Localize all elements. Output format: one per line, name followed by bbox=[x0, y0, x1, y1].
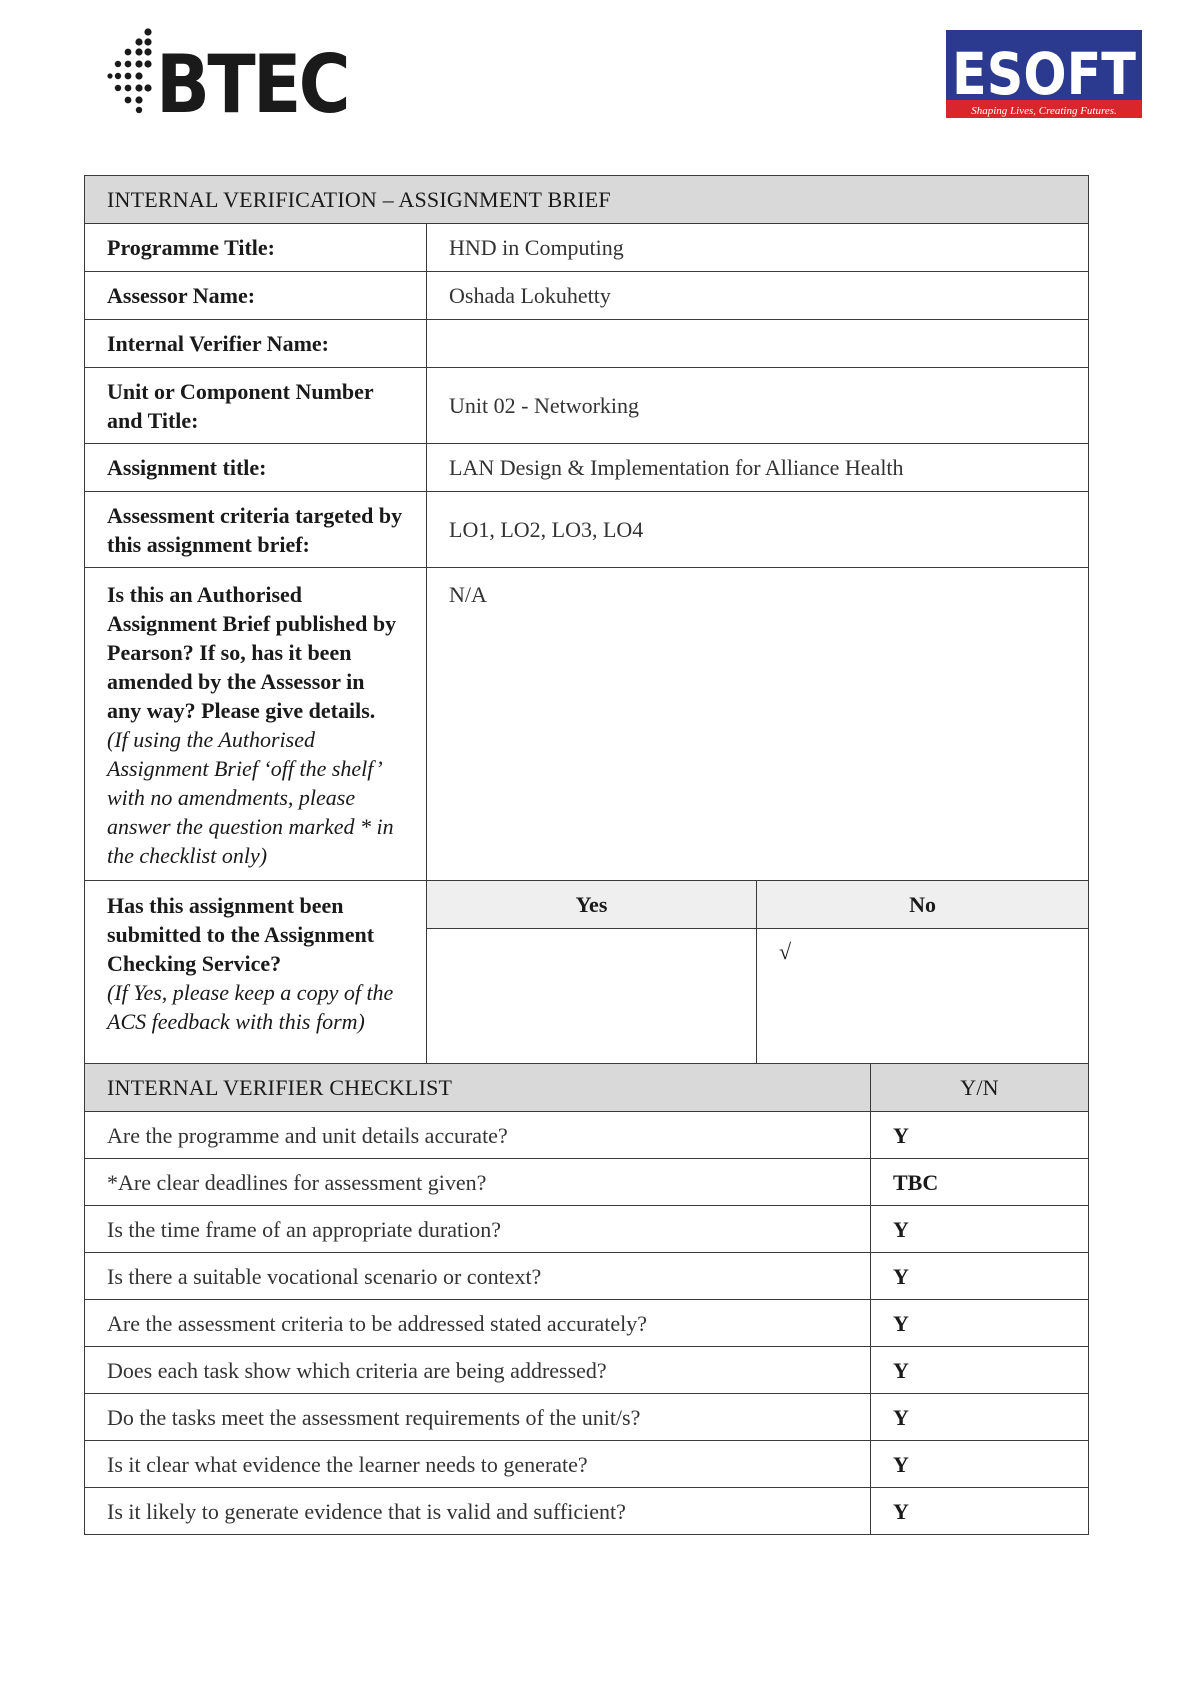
checklist-answer: Y bbox=[871, 1347, 1089, 1394]
authorised-brief-question bbox=[85, 568, 427, 881]
esoft-logo bbox=[946, 30, 1142, 118]
checklist-row bbox=[85, 1300, 1089, 1347]
authorised-brief-value: N/A bbox=[427, 568, 1089, 881]
checklist-row bbox=[85, 1394, 1089, 1441]
assessor-name-value: Oshada Lokuhetty bbox=[427, 272, 1089, 320]
programme-title-value: HND in Computing bbox=[427, 224, 1089, 272]
acs-label: Has this assignment been submitted to the Assignment Checking Service? bbox=[107, 893, 375, 976]
acs-yes-header: Yes bbox=[427, 881, 757, 929]
acs-note: (If Yes, please keep a copy of the ACS feedback with this form) bbox=[107, 980, 394, 1034]
verification-table bbox=[84, 175, 1089, 1535]
programme-title-label: Programme Title: bbox=[85, 224, 427, 272]
assessment-criteria-label: Assessment criteria targeted by this assignment brief: bbox=[85, 492, 427, 568]
checklist-question: *Are clear deadlines for assessment given? bbox=[85, 1159, 871, 1206]
checklist-answer: Y bbox=[871, 1394, 1089, 1441]
checklist-answer: Y bbox=[871, 1300, 1089, 1347]
checklist-question: Are the programme and unit details accurate? bbox=[85, 1112, 871, 1159]
checklist-header: INTERNAL VERIFIER CHECKLIST bbox=[85, 1064, 871, 1112]
unit-number-title-label: Unit or Component Number and Title: bbox=[85, 368, 427, 444]
acs-yes-mark bbox=[427, 929, 757, 1064]
checklist-question: Is there a suitable vocational scenario or context? bbox=[85, 1253, 871, 1300]
acs-question bbox=[85, 881, 427, 1064]
checklist-question: Do the tasks meet the assessment requirements of the unit/s? bbox=[85, 1394, 871, 1441]
checklist-answer: TBC bbox=[871, 1159, 1089, 1206]
checklist-answer: Y bbox=[871, 1206, 1089, 1253]
acs-no-header: No bbox=[757, 881, 1089, 929]
authorised-brief-note: (If using the Authorised Assignment Brief ‘off the shelf’ with no amendments, please answer the question marked * in the checklist only) bbox=[107, 727, 394, 868]
checklist-answer: Y bbox=[871, 1441, 1089, 1488]
checklist-row bbox=[85, 1441, 1089, 1488]
checklist-row bbox=[85, 1112, 1089, 1159]
internal-verifier-name-label: Internal Verifier Name: bbox=[85, 320, 427, 368]
checklist-question: Does each task show which criteria are being addressed? bbox=[85, 1347, 871, 1394]
checklist-row bbox=[85, 1206, 1089, 1253]
checklist-question: Is it likely to generate evidence that is valid and sufficient? bbox=[85, 1488, 871, 1535]
checklist-answer: Y bbox=[871, 1253, 1089, 1300]
internal-verifier-name-value bbox=[427, 320, 1089, 368]
checklist-row bbox=[85, 1488, 1089, 1535]
checklist-row bbox=[85, 1159, 1089, 1206]
assessment-criteria-value: LO1, LO2, LO3, LO4 bbox=[427, 492, 1089, 568]
checklist-question: Is the time frame of an appropriate duration? bbox=[85, 1206, 871, 1253]
unit-number-title-value: Unit 02 - Networking bbox=[427, 368, 1089, 444]
checklist-row bbox=[85, 1347, 1089, 1394]
acs-no-mark: √ bbox=[757, 929, 1089, 1064]
assessor-name-label: Assessor Name: bbox=[85, 272, 427, 320]
esoft-logo-text: ESOFT bbox=[952, 40, 1137, 108]
assignment-title-value: LAN Design & Implementation for Alliance Health bbox=[427, 444, 1089, 492]
esoft-tagline: Shaping Lives, Creating Futures. bbox=[971, 105, 1117, 117]
assignment-title-label: Assignment title: bbox=[85, 444, 427, 492]
authorised-brief-label: Is this an Authorised Assignment Brief published by Pearson? If so, has it been amended by the Assessor in any way? Please give details. bbox=[107, 582, 397, 723]
checklist-row bbox=[85, 1253, 1089, 1300]
btec-logo-text: BTEC bbox=[156, 38, 348, 122]
checklist-yn-header: Y/N bbox=[871, 1064, 1089, 1112]
btec-logo bbox=[106, 22, 356, 122]
checklist-question: Are the assessment criteria to be addressed stated accurately? bbox=[85, 1300, 871, 1347]
assignment-brief-header: INTERNAL VERIFICATION – ASSIGNMENT BRIEF bbox=[85, 176, 1089, 224]
checklist-answer: Y bbox=[871, 1488, 1089, 1535]
checklist-question: Is it clear what evidence the learner needs to generate? bbox=[85, 1441, 871, 1488]
checklist-answer: Y bbox=[871, 1112, 1089, 1159]
